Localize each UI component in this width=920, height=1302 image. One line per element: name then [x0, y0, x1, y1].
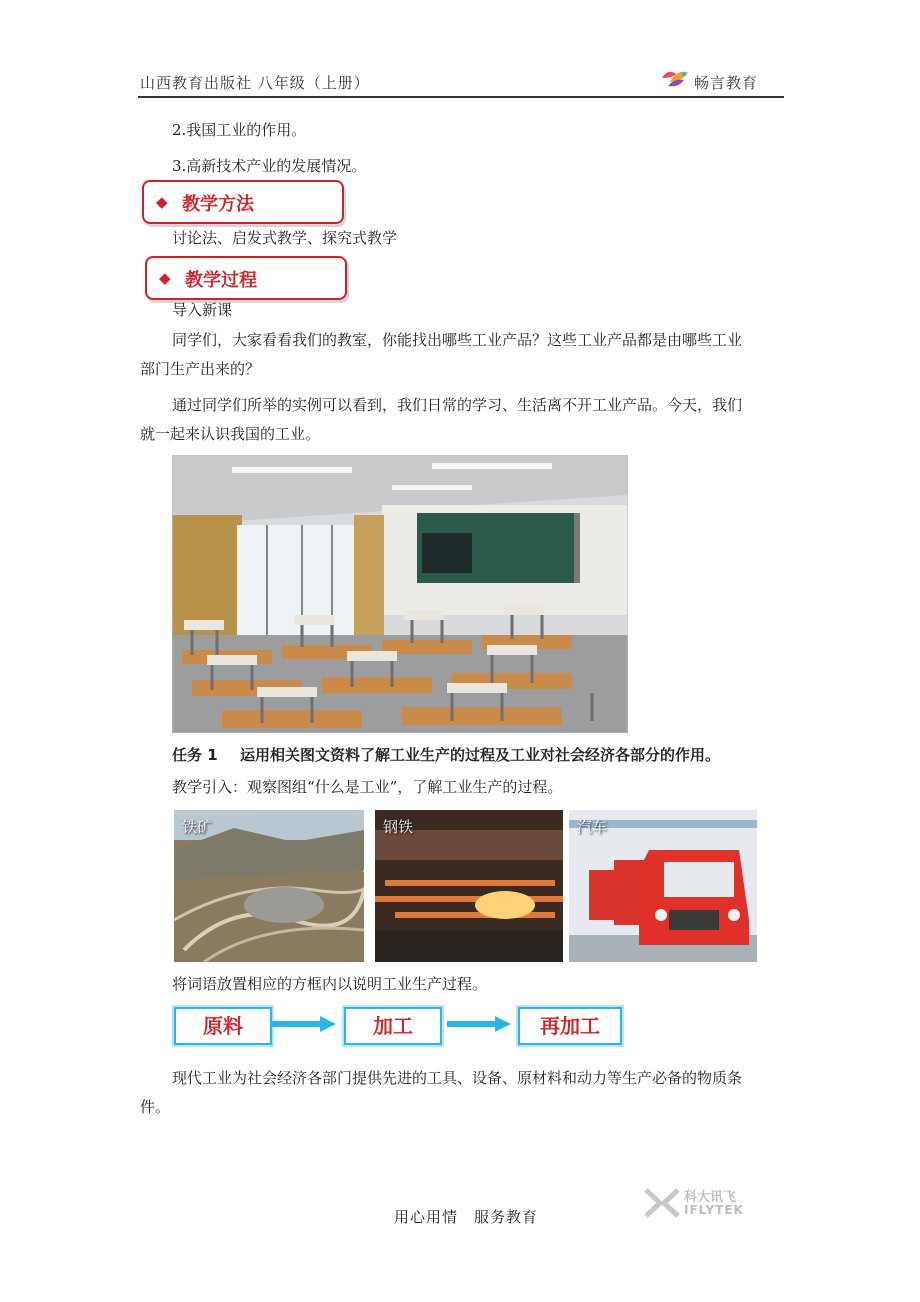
section-tag-method — [142, 180, 344, 224]
paragraph-3-line-1: 现代工业为社会经济各部门提供先进的工具、设备、原材料和动力等生产必备的物质条 — [172, 1069, 743, 1087]
intro-title: 导入新课 — [172, 301, 233, 319]
process-box-processing — [344, 1007, 442, 1045]
photo-iron-mine — [174, 810, 364, 962]
photo-steel — [375, 810, 563, 962]
diamond-icon: ◆ — [159, 269, 171, 287]
diamond-icon: ◆ — [156, 193, 168, 211]
footer-slogan: 用心用情 服务教育 — [394, 1208, 539, 1226]
process-box-label: 再加工 — [540, 1014, 600, 1038]
publisher-text: 山西教育出版社 八年级（上册） — [140, 74, 370, 92]
process-box-label: 加工 — [373, 1014, 413, 1038]
brand-text: 畅言教育 — [694, 74, 759, 92]
task-label: 任务 1 — [172, 746, 218, 764]
section-title: 教学过程 — [185, 270, 257, 291]
photo-label: 钢铁 — [383, 818, 414, 836]
photo-label: 汽车 — [577, 818, 608, 836]
changyan-bird-logo-icon — [660, 66, 690, 90]
process-box-label: 原料 — [203, 1014, 243, 1038]
teaching-intro: 教学引入：观察图组“什么是工业”，了解工业生产的过程。 — [172, 778, 563, 796]
classroom-photo — [172, 455, 628, 733]
paragraph-1-line-2: 部门生产出来的？ — [140, 360, 261, 378]
arrow-right-icon — [272, 1014, 336, 1034]
iflytek-logo-icon — [642, 1186, 682, 1220]
process-box-reprocessing — [518, 1007, 622, 1045]
section-title: 教学方法 — [182, 194, 254, 215]
paragraph-2-line-2: 就一起来认识我国的工业。 — [140, 425, 321, 443]
photo-car — [569, 810, 757, 962]
footer-logo-cn: 科大讯飞 — [684, 1190, 737, 1205]
task-text: 运用相关图文资料了解工业生产的过程及工业对社会经济各部分的作用。 — [240, 746, 721, 764]
paragraph-2-line-1: 通过同学们所举的实例可以看到，我们日常的学习、生活离不开工业产品。今天，我们 — [172, 396, 743, 414]
process-box-raw-material — [174, 1007, 272, 1045]
method-text: 讨论法、启发式教学、探究式教学 — [172, 229, 398, 247]
list-item-2: 2.我国工业的作用。 — [172, 121, 307, 139]
photo-label: 铁矿 — [182, 818, 213, 836]
section-tag-process — [145, 256, 347, 300]
paragraph-3-line-2: 件。 — [140, 1098, 171, 1116]
header-divider — [138, 96, 784, 98]
footer-logo-en: IFLYTEK — [684, 1203, 744, 1217]
instruction-text: 将词语放置相应的方框内以说明工业生产过程。 — [172, 975, 488, 993]
paragraph-1-line-1: 同学们，大家看看我们的教室，你能找出哪些工业产品？这些工业产品都是由哪些工业 — [172, 331, 743, 349]
arrow-right-icon — [447, 1014, 511, 1034]
list-item-3: 3.高新技术产业的发展情况。 — [172, 157, 367, 175]
